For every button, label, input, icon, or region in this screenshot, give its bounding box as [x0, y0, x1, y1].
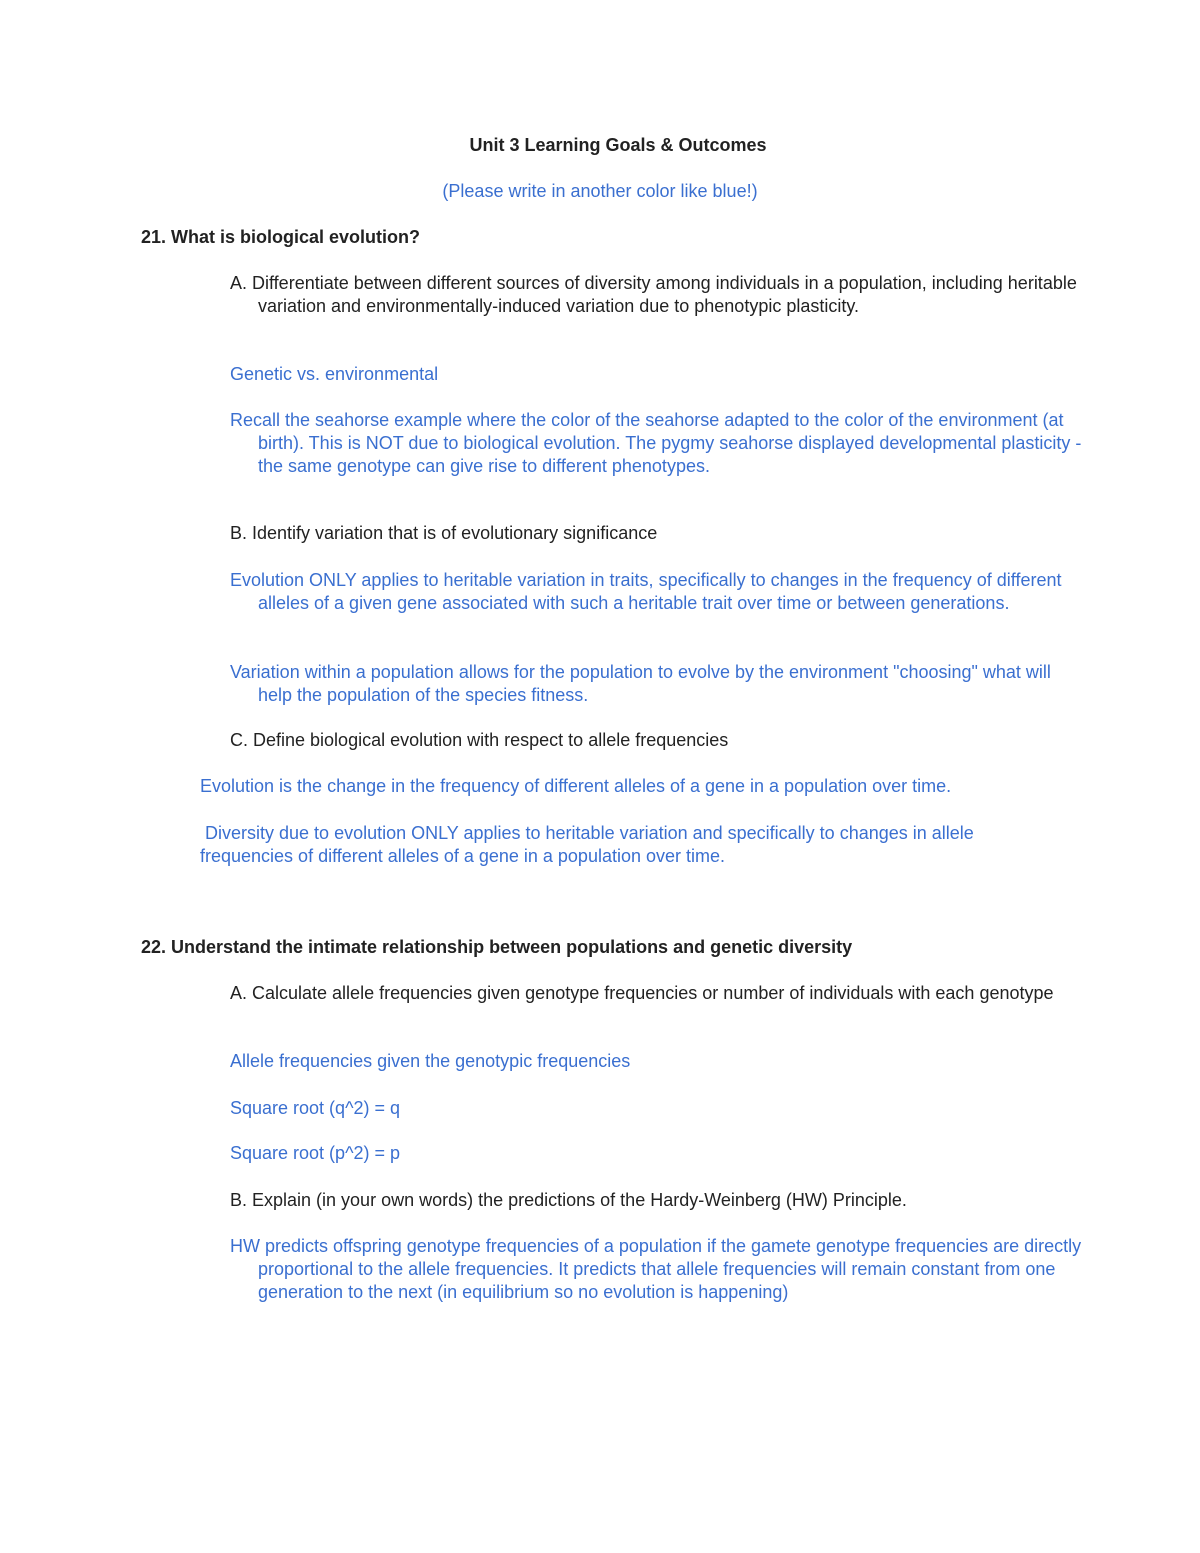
q21-answer-c2: Diversity due to evolution ONLY applies to heritable variation and specifically to changes in allele frequencies of different alleles of a gene in a population over time.: [200, 823, 979, 866]
q22-answer-a3: Square root (p^2) = p: [230, 1143, 401, 1163]
q21-answer-b2: Variation within a population allows for the population to evolve by the environment "choosing" what will help the population of the species fitness.: [230, 662, 1051, 705]
q22-answer-a2: Square root (q^2) = q: [230, 1098, 401, 1118]
q21-item-c: C. Define biological evolution with respect to allele frequencies: [230, 730, 729, 750]
question-21-heading: 21. What is biological evolution?: [141, 227, 421, 247]
q21-answer-a1: Genetic vs. environmental: [230, 364, 439, 384]
q22-item-b: B. Explain (in your own words) the predictions of the Hardy-Weinberg (HW) Principle.: [230, 1190, 907, 1210]
q21-answer-a2: Recall the seahorse example where the color of the seahorse adapted to the color of the environment (at birth). This is NOT due to biological evolution. The pygmy seahorse displayed developmental plasticity - the same genotype can give rise to different phenotypes.: [230, 410, 1082, 476]
q22-item-a: A. Calculate allele frequencies given genotype frequencies or number of individuals with each genotype: [230, 983, 1054, 1003]
q22-answer-a1: Allele frequencies given the genotypic frequencies: [230, 1051, 631, 1071]
page-title: Unit 3 Learning Goals & Outcomes: [469, 135, 767, 155]
page-subtitle: (Please write in another color like blue!): [442, 181, 758, 201]
q21-answer-b1: Evolution ONLY applies to heritable variation in traits, specifically to changes in the frequency of different alleles of a given gene associated with such a heritable trait over time or between generations.: [230, 570, 1062, 613]
q21-answer-c1: Evolution is the change in the frequency of different alleles of a gene in a population over time.: [200, 776, 952, 796]
q21-item-a: A. Differentiate between different sources of diversity among individuals in a population, including heritable variation and environmentally-induced variation due to phenotypic plasticity.: [230, 273, 1077, 316]
question-22-heading: 22. Understand the intimate relationship between populations and genetic diversity: [141, 937, 853, 957]
q21-item-b: B. Identify variation that is of evolutionary significance: [230, 523, 658, 543]
q22-answer-b1: HW predicts offspring genotype frequencies of a population if the gamete genotype frequencies are directly proportional to the allele frequencies. It predicts that allele frequencies will remain constant from one generation to the next (in equilibrium so no evolution is happening): [230, 1236, 1082, 1302]
